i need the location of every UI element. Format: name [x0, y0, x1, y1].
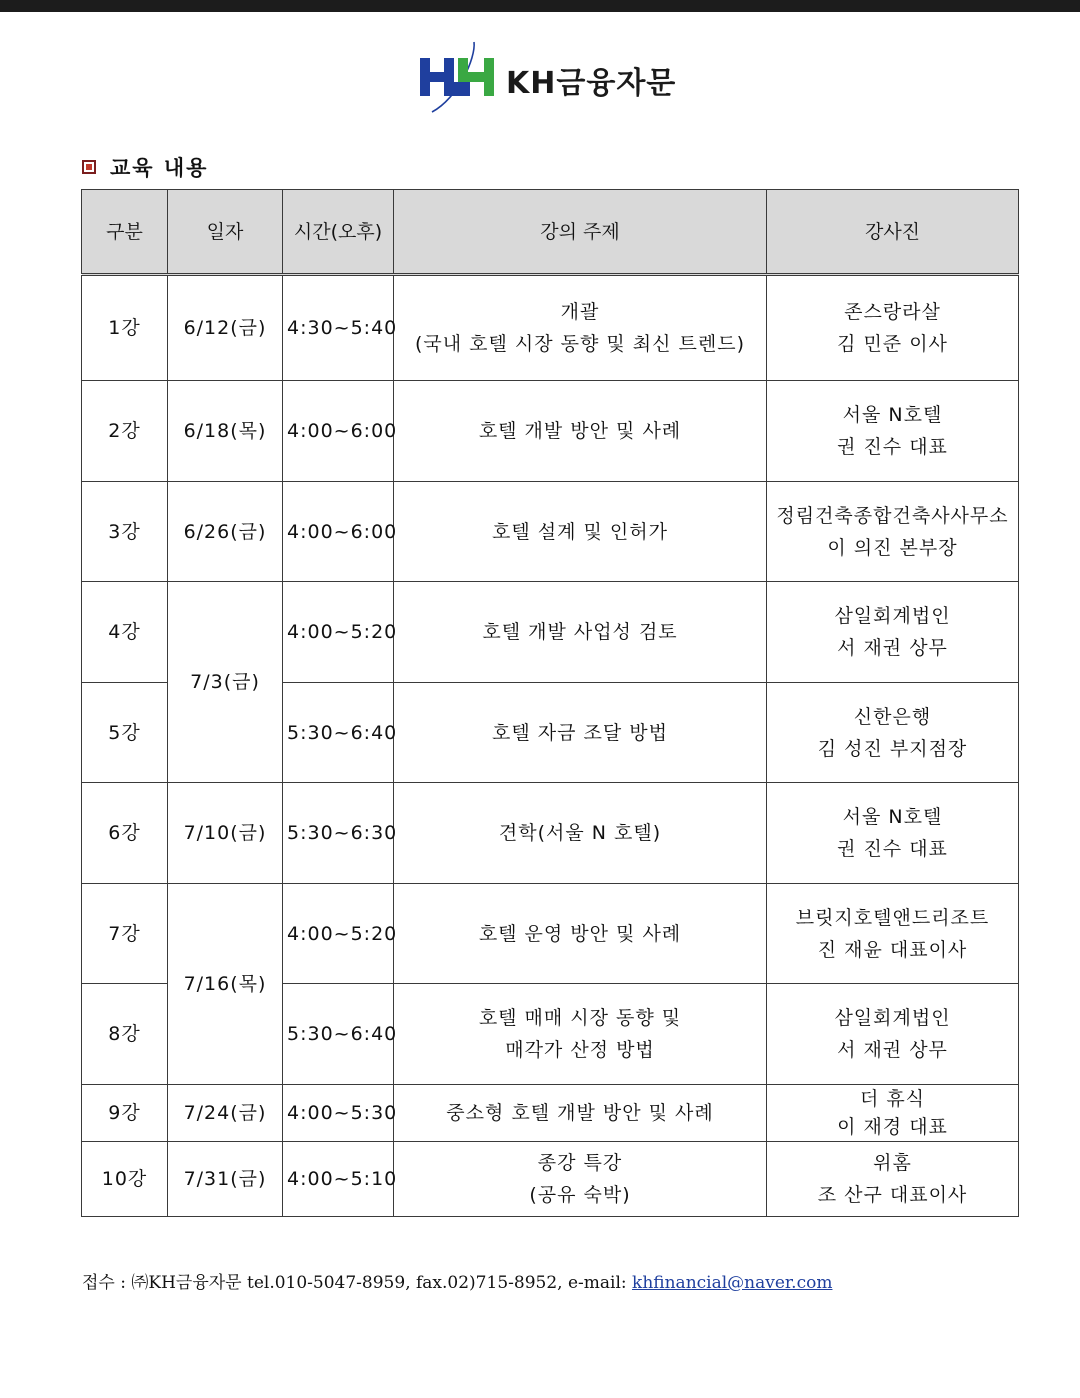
lecture-speaker [767, 783, 1019, 884]
email-link[interactable]: khfinancial@naver.com [632, 1273, 833, 1293]
lecture-topic [394, 984, 767, 1085]
speaker-org: 위홈 [873, 1152, 912, 1174]
lecture-speaker [767, 582, 1019, 683]
speaker-org: 존스랑라살 [844, 301, 941, 323]
speaker-org: 브릿지호텔앤드리조트 [795, 906, 990, 929]
lecture-topic [394, 482, 767, 582]
speaker-name: 이 의진 본부장 [827, 536, 958, 559]
table-row [82, 582, 1019, 683]
lecture-time: 5:30~6:40 [283, 683, 394, 783]
speaker-name: 서 재권 상무 [837, 1039, 948, 1061]
lecture-topic [394, 275, 767, 381]
table-row [82, 884, 1019, 984]
header-date: 일자 [168, 190, 283, 275]
topic-line: 호텔 운영 방안 및 사례 [478, 922, 682, 945]
section-title: 교육 내용 [110, 156, 209, 180]
speaker-name: 서 재권 상무 [837, 637, 948, 659]
lecture-no: 8강 [82, 984, 168, 1085]
lecture-no: 7강 [82, 884, 168, 984]
footer-contact [82, 1268, 832, 1293]
topic-line: (국내 호텔 시장 동향 및 최신 트렌드) [414, 333, 746, 355]
lecture-topic [394, 884, 767, 984]
lecture-date: 6/26(금) [168, 482, 283, 582]
kh-logo-mark-icon [418, 38, 498, 114]
speaker-org: 삼일회계법인 [834, 1007, 951, 1029]
lecture-time: 4:30~5:40 [283, 275, 394, 381]
lecture-no: 3강 [82, 482, 168, 582]
speaker-name: 조 산구 대표이사 [817, 1184, 968, 1206]
lecture-no: 5강 [82, 683, 168, 783]
speaker-name: 권 진수 대표 [837, 436, 948, 458]
company-logo [418, 38, 688, 114]
lecture-topic [394, 582, 767, 683]
lecture-time: 4:00~5:30 [283, 1085, 394, 1142]
lecture-date: 7/3(금) [168, 582, 283, 783]
lecture-speaker [767, 482, 1019, 582]
speaker-name: 진 재윤 대표이사 [817, 938, 968, 961]
lecture-speaker [767, 884, 1019, 984]
header-no: 구분 [82, 190, 168, 275]
top-bar [0, 0, 1080, 12]
speaker-org: 서울 N호텔 [842, 806, 943, 828]
lecture-time: 4:00~5:10 [283, 1142, 394, 1217]
header-time: 시간(오후) [283, 190, 394, 275]
lecture-date: 6/12(금) [168, 275, 283, 381]
table-row [82, 482, 1019, 582]
lecture-no: 4강 [82, 582, 168, 683]
lecture-speaker [767, 984, 1019, 1085]
speaker-org: 서울 N호텔 [842, 404, 943, 426]
table-row [82, 1142, 1019, 1217]
lecture-topic [394, 1142, 767, 1217]
lecture-speaker [767, 275, 1019, 381]
lecture-speaker [767, 683, 1019, 783]
header-topic: 강의 주제 [394, 190, 767, 275]
speaker-name: 이 재경 대표 [837, 1116, 948, 1138]
topic-line: 중소형 호텔 개발 방안 및 사례 [446, 1102, 714, 1124]
lecture-no: 6강 [82, 783, 168, 884]
contact-info: 접수 : ㈜KH금융자문 tel.010-5047-8959, fax.02)715-8952, e-mail: [82, 1273, 633, 1293]
table-row [82, 1085, 1019, 1142]
lecture-speaker [767, 381, 1019, 482]
table-row [82, 783, 1019, 884]
topic-line: (공유 숙박) [529, 1184, 631, 1206]
lecture-topic [394, 1085, 767, 1142]
topic-line: 개괄 [560, 301, 600, 323]
topic-line: 호텔 개발 사업성 검토 [482, 621, 678, 643]
speaker-name: 김 민준 이사 [837, 333, 948, 355]
lecture-time: 4:00~5:20 [283, 884, 394, 984]
lecture-speaker [767, 1085, 1019, 1142]
lecture-date: 7/16(목) [168, 884, 283, 1085]
lecture-topic [394, 381, 767, 482]
lecture-no: 9강 [82, 1085, 168, 1142]
speaker-name: 김 성진 부지점장 [817, 737, 968, 760]
topic-line: 종강 특강 [537, 1152, 623, 1174]
topic-line: 호텔 설계 및 인허가 [492, 520, 668, 543]
topic-line: 호텔 매매 시장 동향 및 [478, 1007, 682, 1029]
topic-line: 호텔 개발 방안 및 사례 [478, 420, 682, 442]
lecture-no: 1강 [82, 275, 168, 381]
lecture-date: 6/18(목) [168, 381, 283, 482]
lecture-no: 2강 [82, 381, 168, 482]
logo-text: KH금융자문 [506, 66, 677, 101]
topic-line: 호텔 자금 조달 방법 [492, 721, 668, 744]
lecture-date: 7/24(금) [168, 1085, 283, 1142]
lecture-date: 7/10(금) [168, 783, 283, 884]
speaker-org: 삼일회계법인 [834, 605, 951, 627]
table-header-row [82, 190, 1019, 275]
lecture-time: 5:30~6:40 [283, 984, 394, 1085]
table-row [82, 275, 1019, 381]
square-bullet-icon [82, 160, 96, 174]
topic-line: 매각가 산정 방법 [505, 1039, 655, 1061]
lecture-time: 5:30~6:30 [283, 783, 394, 884]
lecture-time: 4:00~5:20 [283, 582, 394, 683]
topic-line: 견학(서울 N 호텔) [498, 822, 662, 844]
lecture-time: 4:00~6:00 [283, 482, 394, 582]
course-schedule-table [81, 189, 1019, 1217]
header-speaker: 강사진 [767, 190, 1019, 275]
speaker-org: 정림건축종합건축사사무소 [776, 504, 1009, 527]
speaker-org: 더 휴식 [859, 1088, 926, 1110]
section-heading [82, 152, 208, 182]
lecture-no: 10강 [82, 1142, 168, 1217]
speaker-name: 권 진수 대표 [837, 838, 948, 860]
lecture-speaker [767, 1142, 1019, 1217]
lecture-topic [394, 783, 767, 884]
lecture-time: 4:00~6:00 [283, 381, 394, 482]
lecture-topic [394, 683, 767, 783]
lecture-date: 7/31(금) [168, 1142, 283, 1217]
table-row [82, 381, 1019, 482]
speaker-org: 신한은행 [853, 705, 932, 728]
